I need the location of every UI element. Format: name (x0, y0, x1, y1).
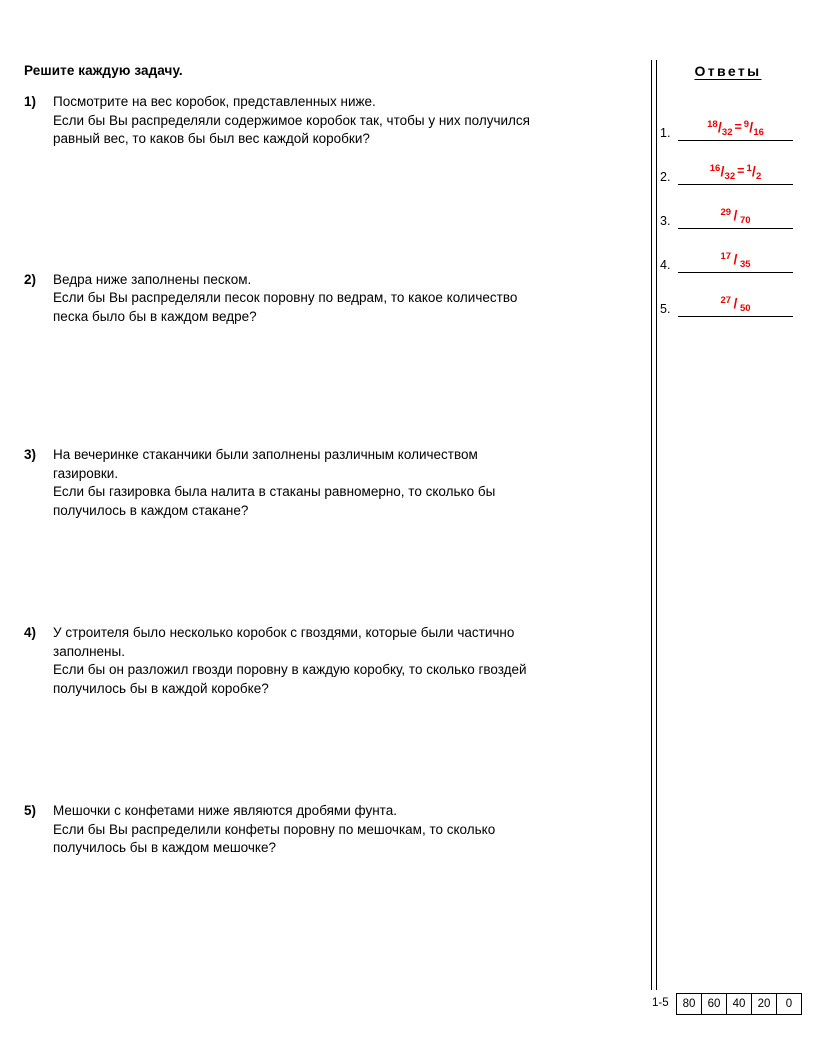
problem-text (53, 446, 642, 520)
divider-line-left (651, 60, 652, 990)
problem-line: У строителя было несколько коробок с гвоздями, которые были частично (53, 625, 515, 640)
fraction-slash: / (733, 251, 738, 267)
problem-line: газировки. (53, 465, 119, 481)
fraction-denominator: 50 (739, 303, 751, 314)
problem-line: Если бы Вы распределили конфеты поровну по мешочкам, то сколько (53, 821, 496, 837)
fraction-numerator: 9 (743, 119, 750, 130)
problem-item (24, 93, 642, 149)
fraction-numerator: 18 (707, 119, 718, 130)
answer-index: 1. (660, 126, 671, 140)
problem-text (53, 624, 642, 698)
problem-number: 1) (24, 94, 37, 109)
fraction-denominator: 32 (721, 127, 733, 138)
answer-row (660, 185, 800, 229)
answer-value (720, 288, 750, 322)
problem-line: Посмотрите на вес коробок, представленных ниже. (53, 94, 376, 109)
page-title: Решите каждую задачу. (24, 63, 183, 78)
problem-line: Если бы он разложил гвозди поровну в каждую коробку, то сколько гвоздей (53, 662, 527, 677)
fraction-denominator: 32 (724, 171, 736, 182)
answer-slot[interactable] (678, 156, 793, 185)
fraction-denominator: 2 (756, 171, 762, 182)
answers-column (660, 63, 800, 317)
problem-line: получилось бы в каждом мешочке? (53, 840, 277, 855)
problem-number: 2) (24, 271, 37, 287)
problem-number: 5) (24, 803, 37, 818)
divider-line-right (656, 60, 657, 990)
problem-item (24, 446, 642, 520)
fraction-denominator: 70 (739, 215, 751, 226)
fraction-numerator: 16 (709, 163, 721, 174)
equals-sign: = (737, 164, 745, 178)
problem-line: Если бы газировка была налита в стаканы равномерно, то сколько бы (53, 484, 496, 499)
fraction-numerator: 1 (746, 163, 752, 174)
fraction-numerator: 29 (720, 207, 732, 218)
problem-text (53, 271, 642, 327)
answer-slot[interactable] (678, 200, 793, 229)
answer-row (660, 97, 800, 141)
fraction-slash: / (751, 163, 756, 179)
fraction-denominator: 16 (753, 127, 764, 138)
score-box (676, 993, 802, 1015)
problem-line: получилось бы в каждой коробке? (53, 680, 269, 696)
answer-slot[interactable] (678, 244, 793, 273)
problem-line: Если бы Вы распределяли содержимое коробок так, чтобы у них получился (53, 112, 530, 128)
vertical-divider (651, 60, 658, 990)
problem-line: заполнены. (53, 643, 125, 659)
answer-index: 5. (660, 302, 671, 316)
fraction-numerator: 27 (720, 295, 732, 306)
problem-line: На вечеринке стаканчики были заполнены различным количеством (53, 447, 478, 462)
fraction-slash: / (733, 295, 738, 311)
problems-column (24, 63, 642, 858)
answer-index: 3. (660, 214, 671, 228)
equals-sign: = (734, 120, 742, 134)
answer-slot[interactable] (678, 288, 793, 317)
problem-item (24, 802, 642, 858)
answers-title: Ответы (694, 63, 762, 79)
fraction (720, 288, 750, 322)
answer-row (660, 273, 800, 317)
problem-line: получилось в каждом стакане? (53, 502, 249, 518)
footer-score-strip (651, 993, 801, 1015)
problem-text (53, 802, 642, 858)
problem-line: Мешочки с конфетами ниже являются дробями фунта. (53, 803, 397, 818)
fraction-slash: / (717, 119, 722, 135)
problem-range-label: 1-5 (652, 997, 669, 1009)
score-cell[interactable]: 80 (677, 994, 702, 1014)
answer-index: 4. (660, 258, 671, 272)
problem-item (24, 271, 642, 327)
problem-number: 3) (24, 447, 37, 462)
score-cell[interactable]: 40 (727, 994, 752, 1014)
problem-item (24, 624, 642, 698)
fraction-slash: / (720, 163, 725, 179)
problem-line: Если бы Вы распределяли песок поровну по ведрам, то какое количество (53, 290, 518, 305)
problem-line: Ведра ниже заполнены песком. (53, 271, 252, 287)
score-cell[interactable]: 20 (752, 994, 777, 1014)
score-cell[interactable]: 0 (785, 998, 793, 1010)
answer-row (660, 141, 800, 185)
fraction-slash: / (733, 207, 738, 223)
problem-text (53, 93, 642, 149)
answer-index: 2. (660, 170, 671, 184)
fraction-denominator: 35 (739, 259, 751, 270)
problem-line: равный вес, то каков бы был вес каждой коробки? (53, 131, 370, 146)
problem-number: 4) (24, 625, 37, 640)
fraction-slash: / (749, 119, 754, 135)
answer-row (660, 229, 800, 273)
fraction-numerator: 17 (720, 251, 732, 262)
problem-line: песка было бы в каждом ведре? (53, 308, 257, 324)
answer-slot[interactable] (678, 112, 793, 141)
score-cell[interactable]: 60 (702, 994, 727, 1014)
